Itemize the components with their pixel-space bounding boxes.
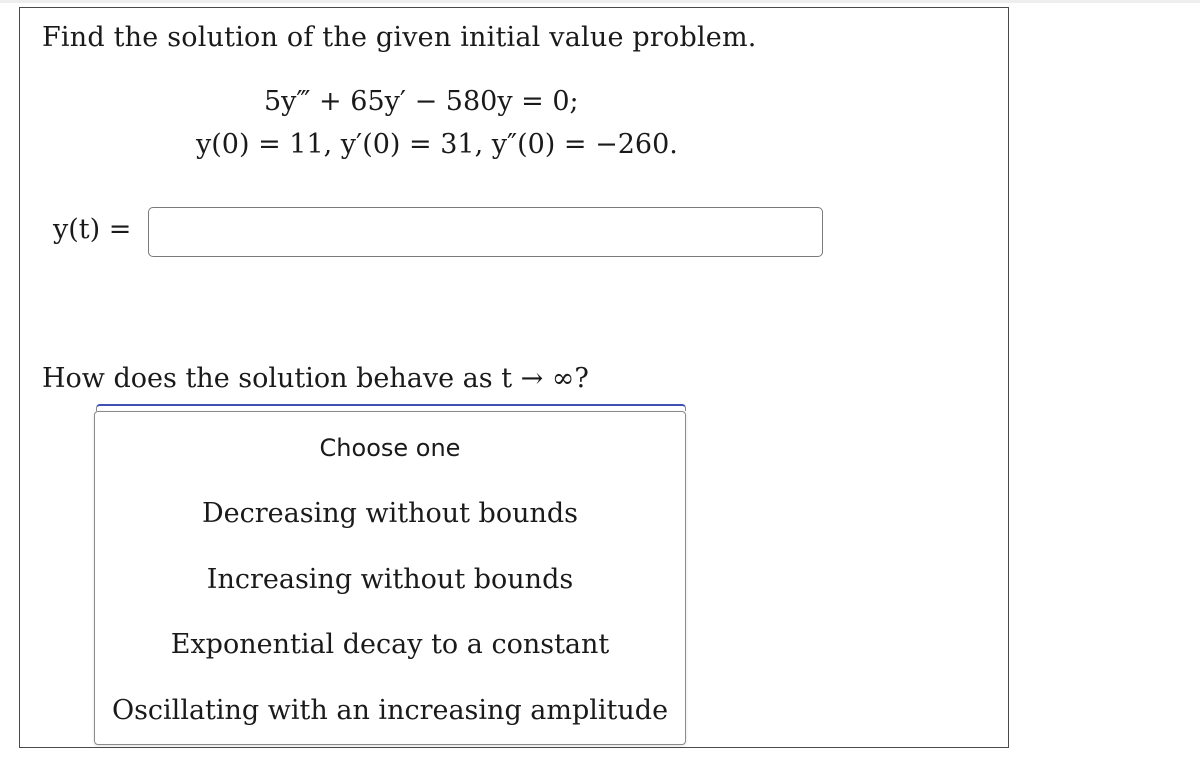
option-oscillating[interactable]: Oscillating with an increasing amplitude xyxy=(111,695,669,726)
option-decreasing[interactable]: Decreasing without bounds xyxy=(202,498,578,529)
behavior-select[interactable] xyxy=(96,404,686,411)
behavior-prompt: How does the solution behave as t → ∞? xyxy=(42,363,589,394)
question-panel xyxy=(19,7,1009,748)
behavior-dropdown-list xyxy=(94,411,686,745)
differential-equation: 5y‴ + 65y′ − 580y = 0; xyxy=(264,86,579,117)
answer-label: y(t) = xyxy=(53,214,132,245)
option-exponential-decay[interactable]: Exponential decay to a constant xyxy=(170,629,610,660)
solution-input[interactable] xyxy=(148,207,823,257)
option-choose-one[interactable]: Choose one xyxy=(319,434,461,462)
initial-conditions: y(0) = 11, y′(0) = 31, y″(0) = −260. xyxy=(196,129,678,160)
option-increasing[interactable]: Increasing without bounds xyxy=(206,564,574,595)
question-prompt: Find the solution of the given initial value problem. xyxy=(42,22,757,53)
top-divider xyxy=(0,0,1200,3)
